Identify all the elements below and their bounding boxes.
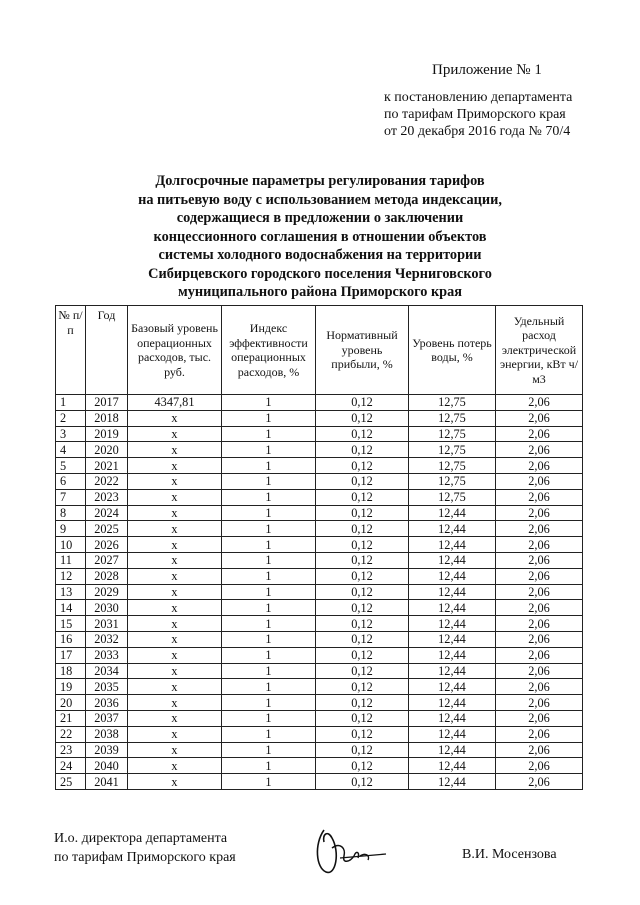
cell-profit-level: 0,12 (316, 505, 409, 521)
table-row (56, 458, 583, 474)
title-line: Долгосрочные параметры регулирования тарифов (155, 173, 485, 189)
title-line: Сибирцевского городского поселения Черниговского (148, 265, 492, 282)
cell-water-losses: 12,44 (409, 568, 496, 584)
cell-profit-level: 0,12 (316, 473, 409, 489)
cell-year: 2039 (86, 742, 128, 758)
cell-number: 5 (56, 458, 86, 474)
cell-water-losses: 12,44 (409, 552, 496, 568)
cell-number: 14 (56, 600, 86, 616)
cell-efficiency-index: 1 (222, 742, 316, 758)
appendix-ref-line: от 20 декабря 2016 года № 70/4 (384, 124, 571, 139)
cell-base-costs: x (128, 631, 222, 647)
cell-number: 13 (56, 584, 86, 600)
cell-efficiency-index: 1 (222, 774, 316, 790)
cell-water-losses: 12,44 (409, 774, 496, 790)
cell-energy-consumption: 2,06 (496, 584, 583, 600)
cell-efficiency-index: 1 (222, 442, 316, 458)
cell-year: 2026 (86, 537, 128, 553)
cell-base-costs: x (128, 600, 222, 616)
table-row (56, 505, 583, 521)
cell-energy-consumption: 2,06 (496, 458, 583, 474)
table-row (56, 489, 583, 505)
cell-water-losses: 12,44 (409, 647, 496, 663)
cell-efficiency-index: 1 (222, 631, 316, 647)
cell-base-costs: x (128, 489, 222, 505)
cell-efficiency-index: 1 (222, 552, 316, 568)
cell-efficiency-index: 1 (222, 600, 316, 616)
cell-energy-consumption: 2,06 (496, 426, 583, 442)
cell-number: 3 (56, 426, 86, 442)
cell-water-losses: 12,75 (409, 489, 496, 505)
appendix-ref-line: по тарифам Приморского края (384, 107, 566, 122)
cell-water-losses: 12,44 (409, 695, 496, 711)
cell-number: 12 (56, 568, 86, 584)
position-line: по тарифам Приморского края (54, 850, 236, 865)
cell-number: 1 (56, 395, 86, 411)
cell-efficiency-index: 1 (222, 616, 316, 632)
cell-year: 2032 (86, 631, 128, 647)
table-row (56, 537, 583, 553)
cell-base-costs: x (128, 742, 222, 758)
cell-efficiency-index: 1 (222, 458, 316, 474)
cell-energy-consumption: 2,06 (496, 537, 583, 553)
table-row (56, 742, 583, 758)
cell-year: 2018 (86, 410, 128, 426)
cell-profit-level: 0,12 (316, 521, 409, 537)
cell-number: 19 (56, 679, 86, 695)
cell-year: 2033 (86, 647, 128, 663)
cell-water-losses: 12,44 (409, 758, 496, 774)
cell-efficiency-index: 1 (222, 726, 316, 742)
cell-base-costs: x (128, 679, 222, 695)
table-row (56, 631, 583, 647)
cell-year: 2027 (86, 552, 128, 568)
cell-efficiency-index: 1 (222, 505, 316, 521)
table-body (56, 395, 583, 790)
cell-water-losses: 12,75 (409, 426, 496, 442)
table-row (56, 600, 583, 616)
cell-energy-consumption: 2,06 (496, 568, 583, 584)
header-cell-water-losses: Уровень потерь воды, % (409, 306, 496, 395)
cell-profit-level: 0,12 (316, 426, 409, 442)
cell-base-costs: x (128, 458, 222, 474)
table-row (56, 616, 583, 632)
cell-water-losses: 12,75 (409, 442, 496, 458)
cell-base-costs: x (128, 552, 222, 568)
cell-profit-level: 0,12 (316, 631, 409, 647)
table-row (56, 584, 583, 600)
appendix-reference (384, 89, 634, 140)
cell-number: 7 (56, 489, 86, 505)
table-row (56, 726, 583, 742)
cell-year: 2038 (86, 726, 128, 742)
table-row (56, 426, 583, 442)
position-line: И.о. директора департамента (54, 831, 228, 846)
cell-efficiency-index: 1 (222, 679, 316, 695)
cell-water-losses: 12,44 (409, 679, 496, 695)
cell-efficiency-index: 1 (222, 426, 316, 442)
cell-profit-level: 0,12 (316, 458, 409, 474)
header-cell-year: Год (86, 306, 128, 395)
cell-profit-level: 0,12 (316, 647, 409, 663)
cell-energy-consumption: 2,06 (496, 489, 583, 505)
cell-year: 2017 (86, 395, 128, 411)
cell-profit-level: 0,12 (316, 774, 409, 790)
cell-profit-level: 0,12 (316, 410, 409, 426)
table-row (56, 695, 583, 711)
cell-water-losses: 12,44 (409, 537, 496, 553)
cell-profit-level: 0,12 (316, 758, 409, 774)
cell-water-losses: 12,75 (409, 458, 496, 474)
cell-profit-level: 0,12 (316, 616, 409, 632)
cell-base-costs: x (128, 473, 222, 489)
cell-base-costs: x (128, 442, 222, 458)
cell-year: 2023 (86, 489, 128, 505)
cell-year: 2031 (86, 616, 128, 632)
cell-energy-consumption: 2,06 (496, 758, 583, 774)
cell-number: 23 (56, 742, 86, 758)
cell-base-costs: x (128, 663, 222, 679)
cell-number: 2 (56, 410, 86, 426)
cell-efficiency-index: 1 (222, 647, 316, 663)
cell-year: 2036 (86, 695, 128, 711)
cell-efficiency-index: 1 (222, 473, 316, 489)
cell-number: 17 (56, 647, 86, 663)
cell-number: 21 (56, 710, 86, 726)
cell-water-losses: 12,75 (409, 473, 496, 489)
cell-water-losses: 12,44 (409, 600, 496, 616)
cell-energy-consumption: 2,06 (496, 442, 583, 458)
cell-base-costs: 4347,81 (128, 395, 222, 411)
cell-profit-level: 0,12 (316, 568, 409, 584)
header-cell-number: № п/п (56, 306, 86, 395)
cell-base-costs: x (128, 568, 222, 584)
cell-water-losses: 12,44 (409, 631, 496, 647)
cell-base-costs: x (128, 647, 222, 663)
title-line: на питьевую воду с использованием метода индексации, (138, 191, 502, 208)
cell-profit-level: 0,12 (316, 395, 409, 411)
cell-energy-consumption: 2,06 (496, 395, 583, 411)
table-row (56, 568, 583, 584)
cell-profit-level: 0,12 (316, 600, 409, 616)
cell-energy-consumption: 2,06 (496, 473, 583, 489)
table-row (56, 442, 583, 458)
cell-efficiency-index: 1 (222, 489, 316, 505)
cell-water-losses: 12,44 (409, 742, 496, 758)
cell-base-costs: x (128, 758, 222, 774)
cell-energy-consumption: 2,06 (496, 616, 583, 632)
cell-energy-consumption: 2,06 (496, 631, 583, 647)
signatory-name: В.И. Мосензова (462, 847, 557, 862)
cell-number: 15 (56, 616, 86, 632)
table-row (56, 774, 583, 790)
cell-water-losses: 12,44 (409, 710, 496, 726)
cell-efficiency-index: 1 (222, 395, 316, 411)
cell-profit-level: 0,12 (316, 442, 409, 458)
header-cell-profit-level: Нормативный уровень прибыли, % (316, 306, 409, 395)
appendix-title: Приложение № 1 (432, 62, 542, 78)
cell-profit-level: 0,12 (316, 695, 409, 711)
table-row (56, 679, 583, 695)
cell-number: 4 (56, 442, 86, 458)
cell-profit-level: 0,12 (316, 726, 409, 742)
cell-energy-consumption: 2,06 (496, 774, 583, 790)
cell-number: 11 (56, 552, 86, 568)
cell-year: 2040 (86, 758, 128, 774)
header-cell-energy-consumption: Удельный расход электрической энергии, кВт ч/м3 (496, 306, 583, 395)
cell-number: 9 (56, 521, 86, 537)
cell-year: 2022 (86, 473, 128, 489)
cell-year: 2020 (86, 442, 128, 458)
table-row (56, 473, 583, 489)
table-row (56, 647, 583, 663)
cell-water-losses: 12,44 (409, 726, 496, 742)
table-row (56, 521, 583, 537)
cell-year: 2028 (86, 568, 128, 584)
cell-base-costs: x (128, 426, 222, 442)
cell-water-losses: 12,44 (409, 663, 496, 679)
cell-efficiency-index: 1 (222, 758, 316, 774)
cell-water-losses: 12,44 (409, 584, 496, 600)
cell-year: 2019 (86, 426, 128, 442)
cell-energy-consumption: 2,06 (496, 521, 583, 537)
cell-profit-level: 0,12 (316, 489, 409, 505)
cell-base-costs: x (128, 774, 222, 790)
cell-efficiency-index: 1 (222, 537, 316, 553)
cell-water-losses: 12,44 (409, 505, 496, 521)
cell-water-losses: 12,44 (409, 616, 496, 632)
cell-energy-consumption: 2,06 (496, 410, 583, 426)
title-line: системы холодного водоснабжения на территории (158, 247, 482, 263)
table-header-row (56, 306, 583, 395)
parameters-table (55, 305, 583, 790)
cell-number: 20 (56, 695, 86, 711)
cell-water-losses: 12,75 (409, 410, 496, 426)
cell-year: 2034 (86, 663, 128, 679)
table-row (56, 410, 583, 426)
cell-efficiency-index: 1 (222, 710, 316, 726)
cell-number: 18 (56, 663, 86, 679)
cell-base-costs: x (128, 726, 222, 742)
cell-year: 2030 (86, 600, 128, 616)
cell-profit-level: 0,12 (316, 584, 409, 600)
cell-number: 16 (56, 631, 86, 647)
document-title (100, 172, 540, 302)
cell-number: 22 (56, 726, 86, 742)
handwritten-signature (310, 822, 388, 882)
cell-efficiency-index: 1 (222, 584, 316, 600)
cell-energy-consumption: 2,06 (496, 505, 583, 521)
cell-number: 6 (56, 473, 86, 489)
cell-profit-level: 0,12 (316, 742, 409, 758)
cell-year: 2029 (86, 584, 128, 600)
cell-base-costs: x (128, 710, 222, 726)
cell-energy-consumption: 2,06 (496, 663, 583, 679)
header-cell-efficiency-index: Индекс эффективности операционных расходов, % (222, 306, 316, 395)
cell-base-costs: x (128, 505, 222, 521)
cell-profit-level: 0,12 (316, 552, 409, 568)
signatory-position (54, 829, 236, 867)
cell-number: 10 (56, 537, 86, 553)
cell-base-costs: x (128, 410, 222, 426)
cell-water-losses: 12,75 (409, 395, 496, 411)
cell-number: 8 (56, 505, 86, 521)
cell-year: 2041 (86, 774, 128, 790)
cell-energy-consumption: 2,06 (496, 742, 583, 758)
cell-efficiency-index: 1 (222, 410, 316, 426)
header-cell-base-costs: Базовый уровень операционных расходов, тыс. руб. (128, 306, 222, 395)
cell-profit-level: 0,12 (316, 663, 409, 679)
title-line: концессионного соглашения в отношении объектов (153, 228, 487, 245)
title-line: содержащиеся в предложении о заключении (176, 210, 464, 226)
cell-year: 2024 (86, 505, 128, 521)
cell-number: 24 (56, 758, 86, 774)
cell-profit-level: 0,12 (316, 679, 409, 695)
cell-base-costs: x (128, 616, 222, 632)
cell-base-costs: x (128, 537, 222, 553)
cell-year: 2037 (86, 710, 128, 726)
cell-water-losses: 12,44 (409, 521, 496, 537)
cell-number: 25 (56, 774, 86, 790)
cell-energy-consumption: 2,06 (496, 552, 583, 568)
cell-efficiency-index: 1 (222, 663, 316, 679)
cell-energy-consumption: 2,06 (496, 600, 583, 616)
cell-year: 2021 (86, 458, 128, 474)
cell-base-costs: x (128, 695, 222, 711)
cell-energy-consumption: 2,06 (496, 647, 583, 663)
cell-efficiency-index: 1 (222, 521, 316, 537)
cell-year: 2035 (86, 679, 128, 695)
cell-energy-consumption: 2,06 (496, 679, 583, 695)
table-row (56, 758, 583, 774)
cell-efficiency-index: 1 (222, 568, 316, 584)
table-row (56, 710, 583, 726)
cell-profit-level: 0,12 (316, 710, 409, 726)
cell-year: 2025 (86, 521, 128, 537)
cell-base-costs: x (128, 584, 222, 600)
cell-energy-consumption: 2,06 (496, 710, 583, 726)
cell-energy-consumption: 2,06 (496, 726, 583, 742)
table-row (56, 552, 583, 568)
appendix-ref-line: к постановлению департамента (384, 90, 573, 105)
cell-efficiency-index: 1 (222, 695, 316, 711)
cell-energy-consumption: 2,06 (496, 695, 583, 711)
cell-profit-level: 0,12 (316, 537, 409, 553)
table-row (56, 395, 583, 411)
table-row (56, 663, 583, 679)
cell-base-costs: x (128, 521, 222, 537)
title-line: муниципального района Приморского края (177, 284, 463, 300)
